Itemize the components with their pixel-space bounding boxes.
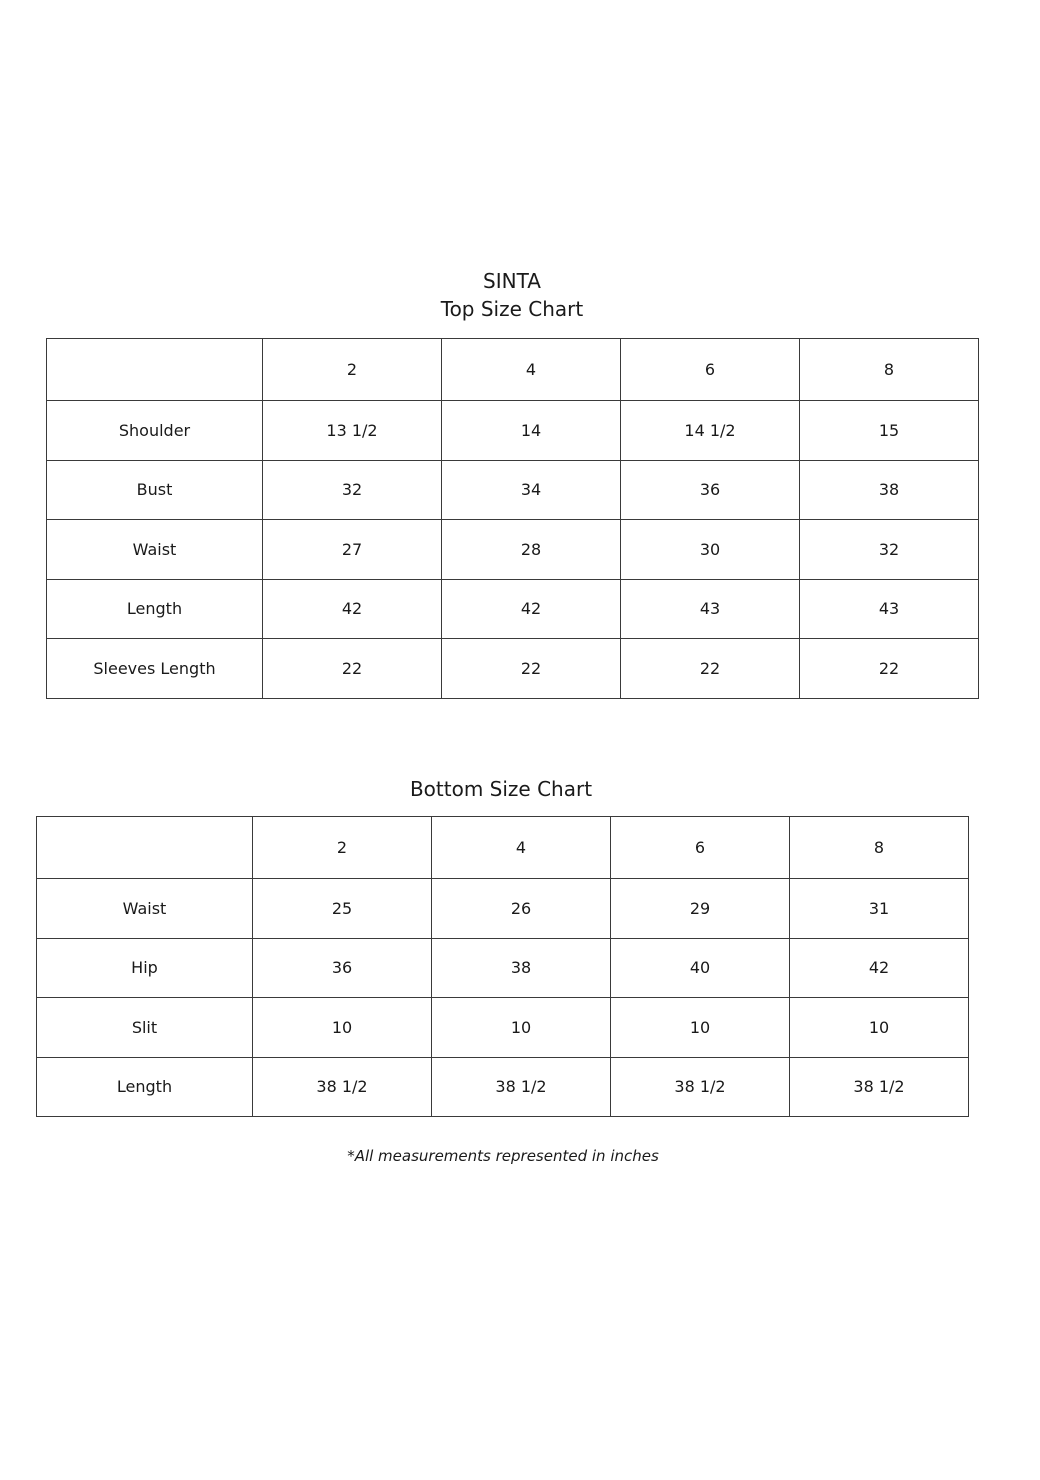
measurement-cell: 32 [800, 520, 979, 580]
row-label: Shoulder [47, 401, 263, 461]
brand-title: SINTA [483, 269, 541, 293]
measurement-cell: 10 [790, 998, 969, 1058]
measurement-cell: 42 [442, 579, 621, 639]
measurement-cell: 28 [442, 520, 621, 580]
row-label: Waist [47, 520, 263, 580]
row-label: Waist [37, 879, 253, 939]
measurement-cell: 25 [253, 879, 432, 939]
table-row [47, 460, 979, 520]
row-label: Length [47, 579, 263, 639]
size-header-cell: 4 [442, 339, 621, 401]
measurement-cell: 14 1/2 [621, 401, 800, 461]
measurement-cell: 38 [800, 460, 979, 520]
measurement-cell: 29 [611, 879, 790, 939]
measurement-cell: 42 [790, 938, 969, 998]
row-label: Bust [47, 460, 263, 520]
size-header-cell: 4 [432, 817, 611, 879]
measurement-cell: 38 1/2 [611, 1057, 790, 1117]
table-row [37, 1057, 969, 1117]
table-row [37, 879, 969, 939]
measurement-cell: 31 [790, 879, 969, 939]
corner-cell [47, 339, 263, 401]
measurement-cell: 10 [432, 998, 611, 1058]
measurement-cell: 38 [432, 938, 611, 998]
measurement-cell: 40 [611, 938, 790, 998]
measurement-cell: 15 [800, 401, 979, 461]
measurement-cell: 32 [263, 460, 442, 520]
measurement-cell: 22 [442, 639, 621, 699]
row-label: Sleeves Length [47, 639, 263, 699]
measurement-cell: 10 [611, 998, 790, 1058]
size-header-cell: 8 [790, 817, 969, 879]
measurement-cell: 34 [442, 460, 621, 520]
measurement-cell: 38 1/2 [432, 1057, 611, 1117]
measurement-cell: 13 1/2 [263, 401, 442, 461]
measurement-cell: 22 [800, 639, 979, 699]
table-row [47, 639, 979, 699]
table-row [47, 401, 979, 461]
measurement-cell: 38 1/2 [790, 1057, 969, 1117]
size-header-cell: 2 [253, 817, 432, 879]
measurement-cell: 43 [800, 579, 979, 639]
measurement-cell: 22 [263, 639, 442, 699]
row-label: Hip [37, 938, 253, 998]
measurement-cell: 43 [621, 579, 800, 639]
size-header-cell: 2 [263, 339, 442, 401]
top-size-chart-title: Top Size Chart [440, 297, 584, 321]
measurement-cell: 14 [442, 401, 621, 461]
measurement-cell: 22 [621, 639, 800, 699]
measurement-cell: 26 [432, 879, 611, 939]
row-label: Slit [37, 998, 253, 1058]
measurement-cell: 42 [263, 579, 442, 639]
table-row [37, 998, 969, 1058]
measurement-cell: 36 [253, 938, 432, 998]
measurement-cell: 38 1/2 [253, 1057, 432, 1117]
measurement-footnote: *All measurements represented in inches [347, 1147, 659, 1165]
size-header-cell: 6 [611, 817, 790, 879]
measurement-cell: 30 [621, 520, 800, 580]
size-header-cell: 6 [621, 339, 800, 401]
table-header-row [47, 339, 979, 401]
measurement-cell: 10 [253, 998, 432, 1058]
table-row [37, 938, 969, 998]
bottom-size-chart-title: Bottom Size Chart [409, 777, 593, 801]
table-header-row [37, 817, 969, 879]
table-row [47, 579, 979, 639]
measurement-cell: 36 [621, 460, 800, 520]
top-size-chart-table [46, 338, 979, 699]
bottom-size-chart-table [36, 816, 969, 1117]
corner-cell [37, 817, 253, 879]
table-row [47, 520, 979, 580]
size-header-cell: 8 [800, 339, 979, 401]
measurement-cell: 27 [263, 520, 442, 580]
row-label: Length [37, 1057, 253, 1117]
